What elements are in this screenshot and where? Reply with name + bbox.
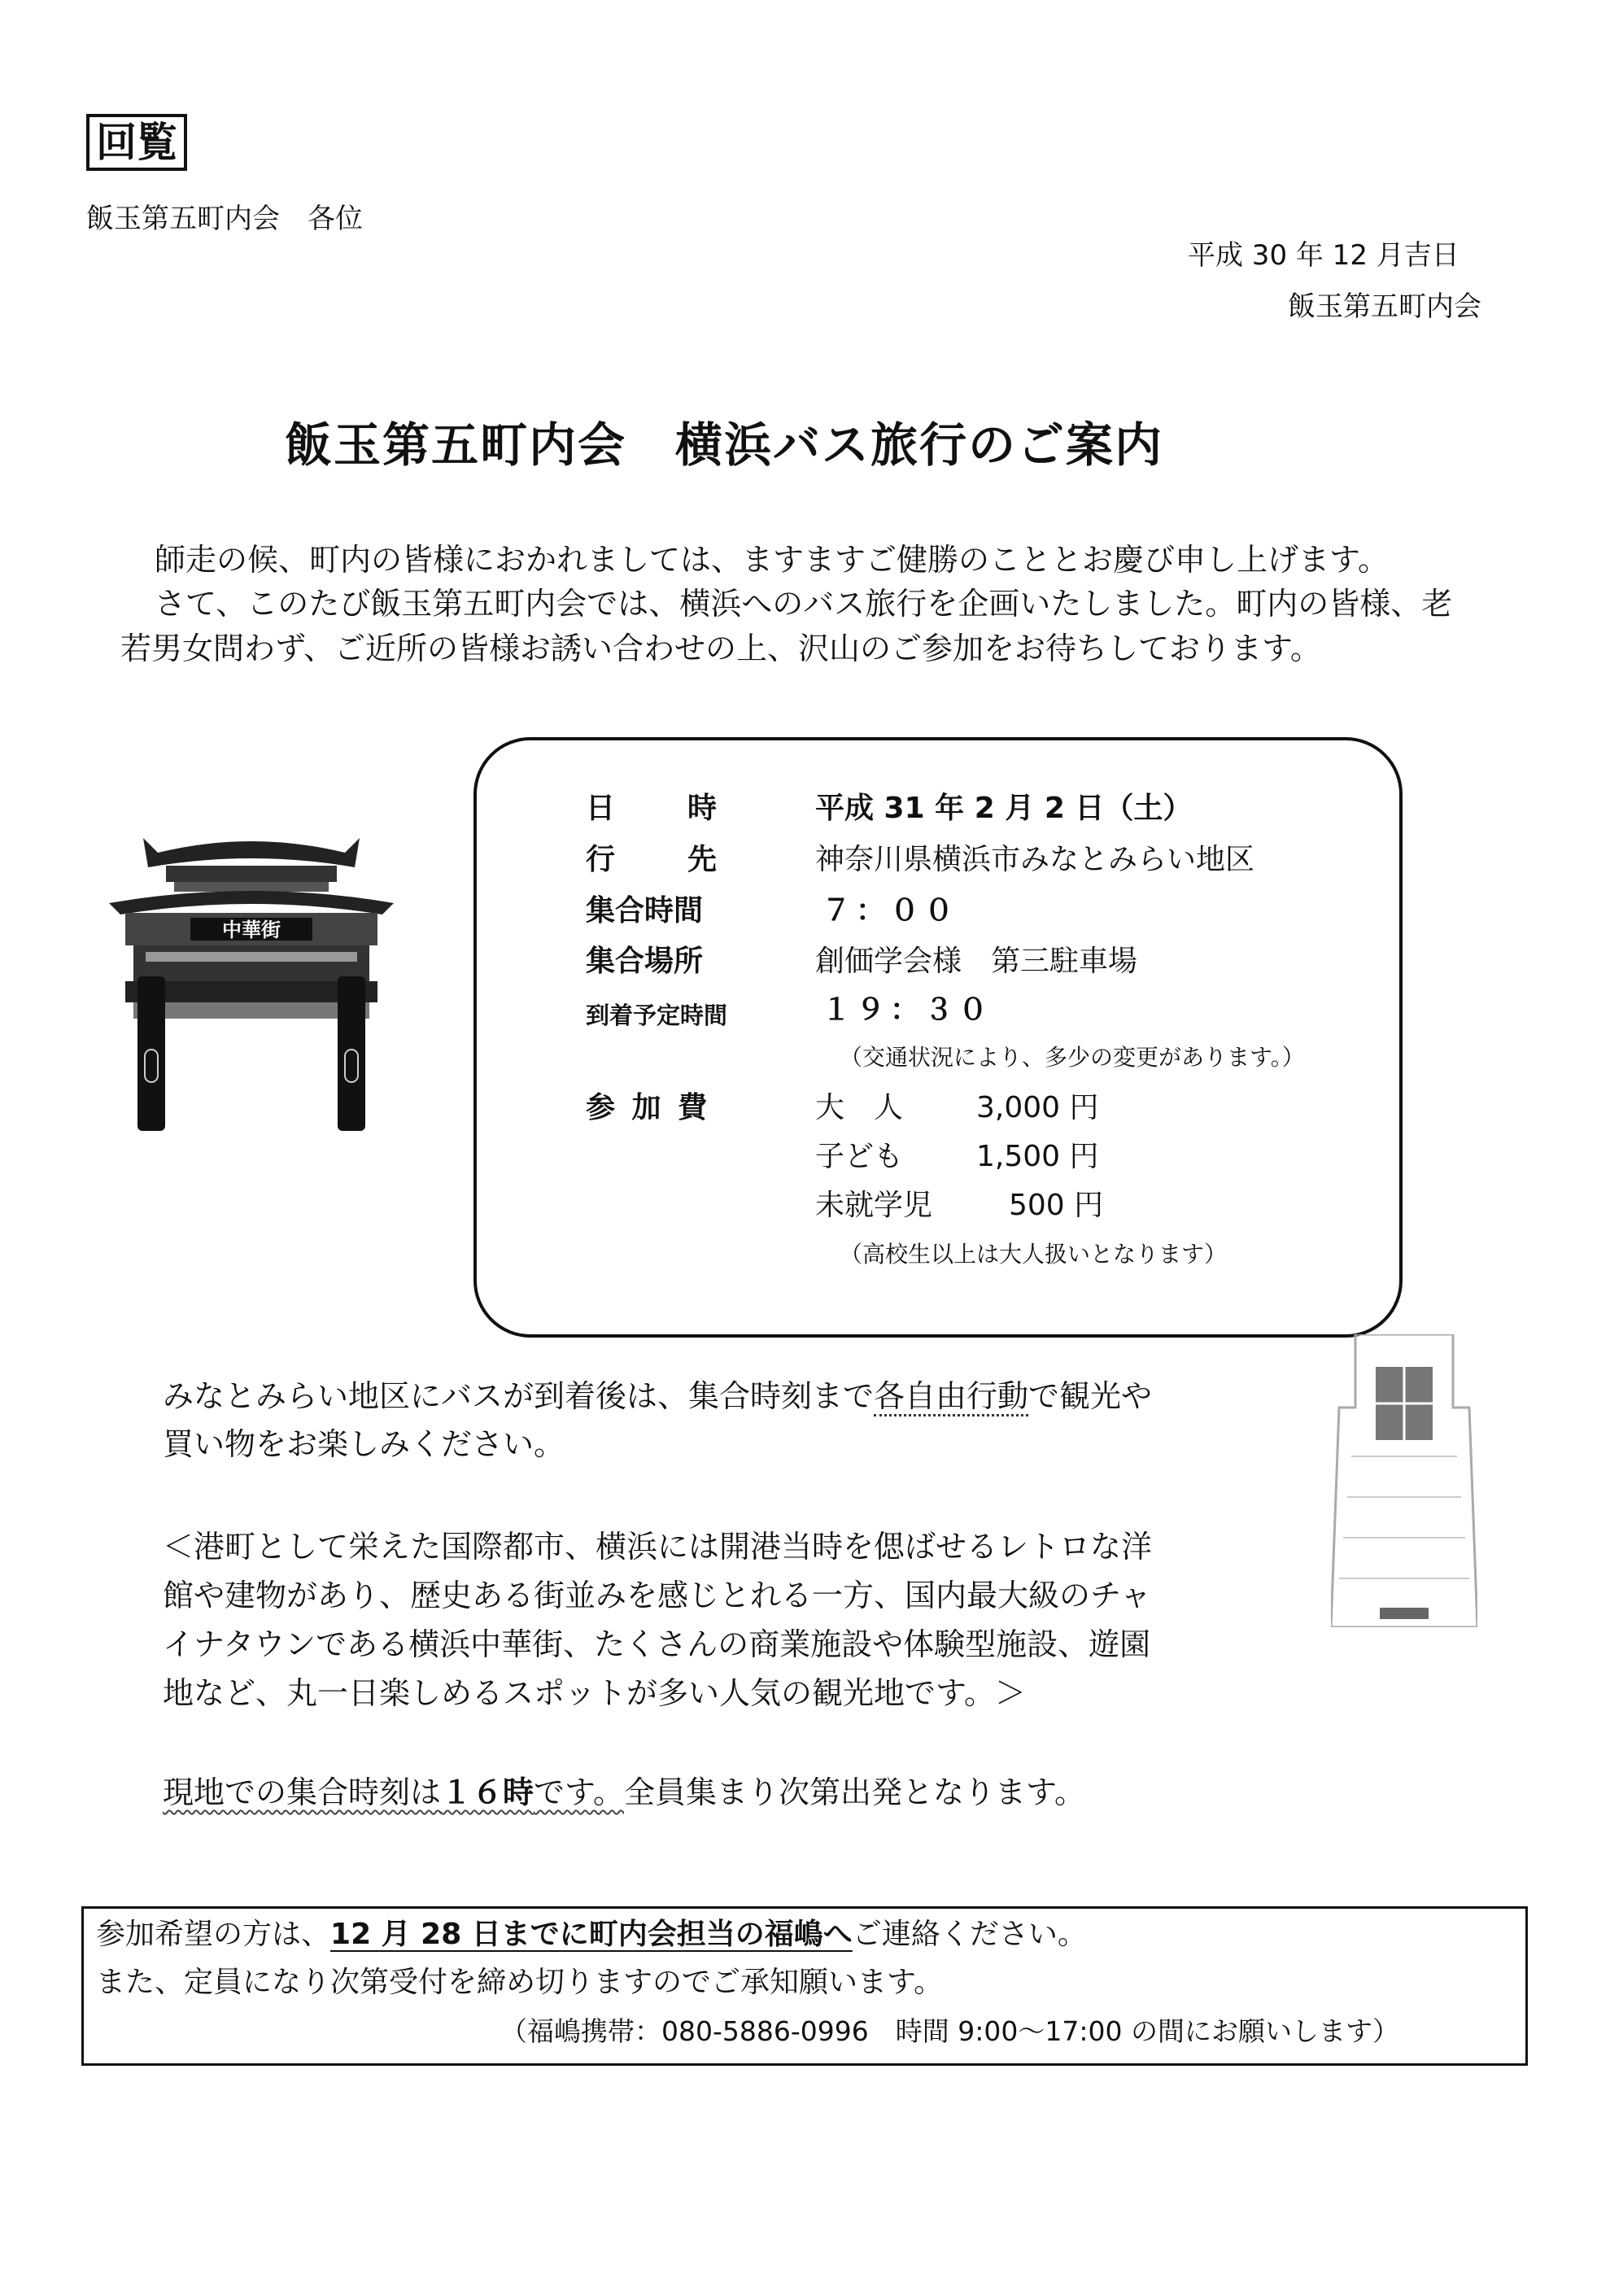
- gathering-time: １６時: [441, 1774, 534, 1810]
- minatomirai-line-1: [163, 1371, 1152, 1421]
- gathering-text: [163, 1774, 624, 1810]
- meet-time-label: 集合時間: [586, 894, 704, 928]
- fee-category: 未就学児: [815, 1189, 933, 1222]
- meet-place-value: 創価学会様 第三駐車場: [815, 945, 1138, 978]
- issue-date: 平成 30 年 12 月吉日: [1188, 239, 1459, 272]
- minatomirai-line-2: 買い物をお楽しみください。: [163, 1426, 565, 1462]
- intro-line-3: 若男女問わず、ご近所の皆様お誘い合わせの上、沢山のご参加をお待ちしております。: [120, 631, 1321, 666]
- page-title: 飯玉第五町内会 横浜バス旅行のご案内: [285, 417, 1164, 473]
- destination-value: 神奈川県横浜市みなとみらい地区: [815, 843, 1255, 876]
- intro-line-1: 師走の候、町内の皆様におかれましては、ますますご健勝のこととお慶び申し上げます。: [155, 542, 1389, 578]
- fee-category: 大 人: [815, 1091, 904, 1124]
- sender: 飯玉第五町内会: [1288, 290, 1481, 323]
- datetime-value: 平成 31 年 2 月 2 日（土）: [815, 792, 1193, 825]
- gate-sign: 中華街: [222, 919, 281, 941]
- arrival-note: （交通状況により、多少の変更があります。）: [840, 1044, 1305, 1071]
- arrival-label: 到着予定時間: [586, 1002, 728, 1029]
- contact-line-1: [96, 1916, 1087, 1953]
- free-time-emphasis: 各自由行動: [874, 1378, 1028, 1416]
- gathering-time-line: [163, 1767, 1085, 1818]
- destination-label-b: 先: [687, 843, 718, 876]
- yokohama-desc-line-2: 館や建物があり、歴史ある街並みを感じとれる一方、国内最大級のチャ: [163, 1578, 1151, 1613]
- yokohama-desc-line-3: イナタウンである横浜中華街、たくさんの商業施設や体験型施設、遊園: [163, 1626, 1151, 1662]
- contact-deadline: 12 月 28 日までに町内会担当の福嶋へ: [330, 1918, 853, 1951]
- contact-text: 参加希望の方は、: [96, 1918, 331, 1951]
- intro-line-2: さて、このたび飯玉第五町内会では、横浜へのバス旅行を企画いたしました。町内の皆様、老: [155, 586, 1453, 622]
- yokohama-desc-line-1: ＜港町として栄えた国際都市、横浜には開港当時を偲ばせるレトロな洋: [163, 1529, 1153, 1565]
- gathering-text-c: です。: [534, 1774, 624, 1810]
- fee-amount: 500 円: [1009, 1189, 1104, 1222]
- destination-label-a: 行: [586, 843, 616, 876]
- datetime-label-b: 時: [687, 792, 718, 825]
- contact-text: ご連絡ください。: [852, 1918, 1087, 1951]
- datetime-label-a: 日: [586, 792, 616, 825]
- fee-category: 子ども: [815, 1140, 904, 1173]
- departure-text: 全員集まり次第出発となります。: [624, 1774, 1085, 1810]
- fee-amount: 3,000 円: [976, 1091, 1099, 1124]
- meet-time-value: ７：００: [822, 894, 959, 928]
- fee-amount: 1,500 円: [976, 1140, 1099, 1173]
- arrival-value: １９：３０: [822, 993, 993, 1027]
- minatomirai-text: みなとみらい地区にバスが到着後は、集合時刻まで: [163, 1378, 875, 1414]
- gathering-text-a: 現地での集合時刻は: [163, 1774, 442, 1810]
- circulation-label: 回覧: [86, 114, 187, 171]
- contact-line-2: また、定員になり次第受付を締め切りますのでご承知願います。: [96, 1966, 944, 1999]
- chinatown-gate-icon: [101, 814, 402, 1139]
- landmark-tower-icon: [1331, 1334, 1477, 1627]
- fee-note: （高校生以上は大人扱いとなります）: [840, 1241, 1228, 1268]
- fee-label: 参 加 費: [586, 1091, 711, 1124]
- contact-phone-line: （福嶋携帯：080-5886-0996 時間 9:00～17:00 の間にお願いします）: [500, 2015, 1399, 2047]
- meet-place-label: 集合場所: [586, 945, 704, 978]
- yokohama-desc-line-4: 地など、丸一日楽しめるスポットが多い人気の観光地です。＞: [163, 1675, 1026, 1711]
- minatomirai-text: で観光や: [1028, 1378, 1153, 1414]
- addressee: 飯玉第五町内会 各位: [86, 203, 363, 235]
